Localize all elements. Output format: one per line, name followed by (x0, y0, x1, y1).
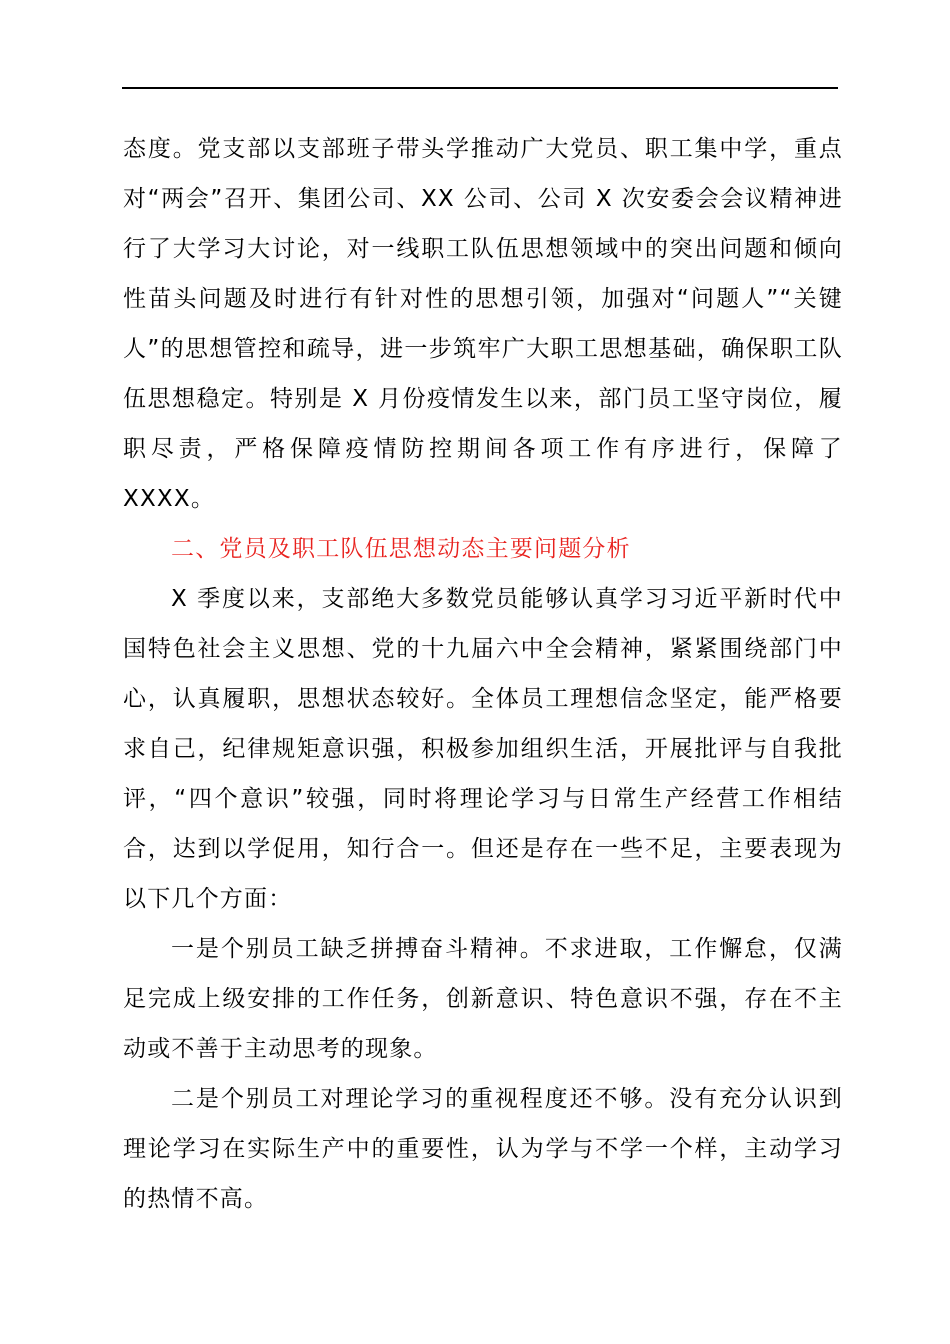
paragraph-1: 态度。党支部以支部班子带头学推动广大党员、职工集中学，重点对“两会”召开、集团公司、XX 公司、公司 X 次安委会会议精神进行了大学习大讨论，对一线职工队伍思想领域中的突出问题和倾向性苗头问题及时进行有针对性的思想引领，加强对“问题人”“关键人”的思想管控和疏导，进一步筑牢广大职工思想基础，确保职工队伍思想稳定。特别是 X 月份疫情发生以来，部门员工坚守岗位，履职尽责，严格保障疫情防控期间各项工作有序进行，保障了 XXXX。 (123, 136, 844, 512)
paragraph-4: 二是个别员工对理论学习的重视程度还不够。没有充分认识到理论学习在实际生产中的重要性，认为学与不学一个样，主动学习的热情不高。 (123, 1086, 844, 1212)
paragraph-2: X 季度以来，支部绝大多数党员能够认真学习习近平新时代中国特色社会主义思想、党的十九届六中全会精神，紧紧围绕部门中心，认真履职，思想状态较好。全体员工理想信念坚定，能严格要求自己，纪律规矩意识强，积极参加组织生活，开展批评与自我批评，“四个意识”较强，同时将理论学习与日常生产经营工作相结合，达到以学促用，知行合一。但还是存在一些不足，主要表现为以下几个方面： (123, 586, 844, 912)
header-rule (122, 87, 838, 89)
paragraph-3: 一是个别员工缺乏拼搏奋斗精神。不求进取，工作懈怠，仅满足完成上级安排的工作任务，创新意识、特色意识不强，存在不主动或不善于主动思考的现象。 (123, 936, 844, 1062)
section-heading-2: 二、党员及职工队伍思想动态主要问题分析 (171, 536, 631, 562)
document-body (123, 124, 843, 1224)
